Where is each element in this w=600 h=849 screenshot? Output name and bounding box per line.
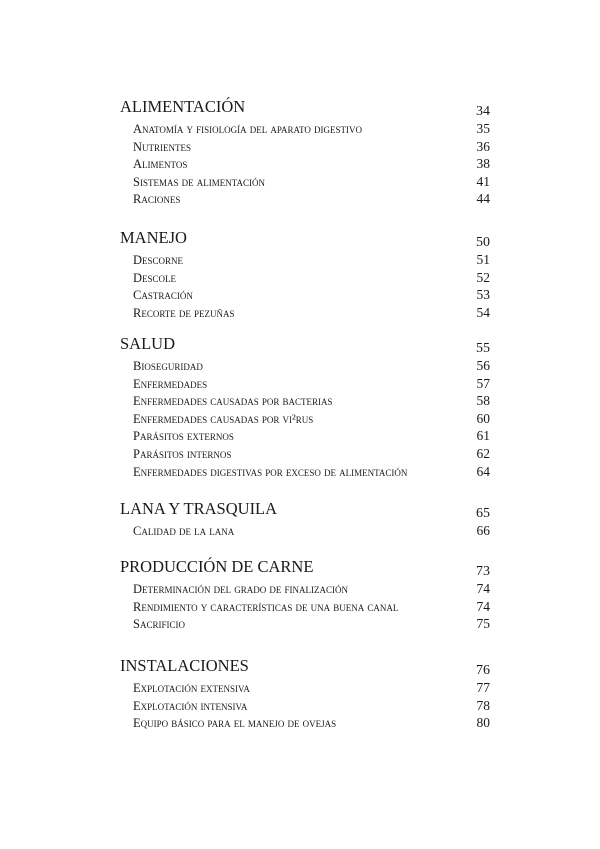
entry-page-number: 58 — [476, 393, 490, 409]
entry-page-number: 35 — [476, 121, 490, 136]
section-title: SALUD — [120, 334, 176, 353]
section-page-number: 34 — [476, 104, 490, 119]
entry-page-number: 57 — [476, 375, 490, 391]
entry-title: Rendimiento y características de una buena canal — [133, 599, 399, 614]
entry-title: Enfermedades digestivas por exceso de alimentación — [133, 464, 408, 479]
entry-page-number: 62 — [476, 445, 490, 461]
entry-title: Calidad de la lana — [133, 524, 235, 538]
toc-section — [120, 656, 490, 733]
section-heading — [120, 499, 490, 523]
entry-page-number: 80 — [476, 715, 490, 731]
toc-section — [120, 97, 490, 209]
entry-title: Explotación intensiva — [133, 698, 248, 713]
entry-title: Equipo básico para el manejo de ovejas — [133, 716, 337, 731]
toc-entry — [120, 270, 490, 288]
entry-page-number: 52 — [476, 269, 490, 285]
entry-page-number: 36 — [476, 138, 490, 154]
entry-title: Enfermedades causadas por bacterias — [133, 394, 333, 409]
toc-entry — [120, 680, 490, 698]
entry-title: Nutrientes — [133, 139, 192, 154]
entry-title: Raciones — [133, 192, 181, 207]
entry-page-number: 54 — [476, 304, 490, 320]
toc-entry — [120, 599, 490, 617]
toc-entry — [120, 174, 490, 192]
entry-page-number: 74 — [476, 598, 490, 614]
section-heading — [120, 334, 490, 358]
entry-title: Parásitos internos — [133, 446, 232, 461]
section-page-number: 76 — [476, 663, 490, 678]
entry-page-number: 41 — [476, 173, 490, 189]
toc-entry — [120, 305, 490, 323]
toc-entry — [120, 715, 490, 733]
entry-page-number: 77 — [476, 680, 490, 695]
section-title: ALIMENTACIÓN — [120, 97, 246, 116]
entry-title: Recorte de pezuñas — [133, 305, 235, 320]
entry-title: Explotación extensiva — [133, 681, 250, 695]
entry-page-number: 61 — [476, 428, 490, 444]
toc-entry — [120, 393, 490, 411]
entry-page-number: 66 — [476, 523, 490, 538]
section-heading — [120, 228, 490, 252]
section-page-number: 65 — [476, 506, 490, 521]
toc-section — [120, 228, 490, 322]
section-title: LANA Y TRASQUILA — [120, 499, 278, 518]
toc-entry — [120, 428, 490, 446]
entry-page-number: 53 — [476, 287, 490, 303]
entry-page-number: 78 — [476, 697, 490, 713]
entry-page-number: 51 — [476, 252, 490, 267]
toc-section — [120, 334, 490, 481]
entry-title: Enfermedades — [133, 376, 208, 391]
entry-page-number: 74 — [476, 581, 490, 596]
entry-page-number: 64 — [476, 463, 490, 479]
entry-page-number: 75 — [476, 616, 490, 632]
toc-entry — [120, 698, 490, 716]
toc-entry — [120, 616, 490, 634]
entry-title: Bioseguridad — [133, 359, 203, 373]
entry-title: Castración — [133, 288, 193, 303]
toc-entry — [120, 139, 490, 157]
toc-entry — [120, 523, 490, 541]
toc-section — [120, 557, 490, 634]
entry-title: Descorne — [133, 253, 184, 267]
section-heading — [120, 97, 490, 121]
entry-title: Enfermedades causadas por vi²rus — [133, 411, 314, 426]
toc-entry — [120, 191, 490, 209]
entry-page-number: 56 — [476, 358, 490, 373]
toc-entry — [120, 446, 490, 464]
entry-title: Parásitos externos — [133, 429, 234, 444]
toc-entry — [120, 156, 490, 174]
entry-title: Determinación del grado de finalización — [133, 582, 349, 596]
section-page-number: 50 — [476, 235, 490, 250]
section-page-number: 73 — [476, 564, 490, 579]
entry-title: Anatomía y fisiología del aparato digestivo — [133, 122, 362, 136]
entry-title: Alimentos — [133, 157, 188, 172]
entry-title: Descole — [133, 270, 177, 285]
entry-page-number: 38 — [476, 156, 490, 172]
section-heading — [120, 557, 490, 581]
entry-title: Sacrificio — [133, 617, 185, 632]
toc-entry — [120, 252, 490, 270]
toc-entry — [120, 376, 490, 394]
entry-title: Sistemas de alimentación — [133, 174, 265, 189]
section-title: INSTALACIONES — [120, 656, 249, 675]
toc-entry — [120, 358, 490, 376]
toc-entry — [120, 287, 490, 305]
toc-entry — [120, 464, 490, 482]
toc-entry — [120, 411, 490, 429]
section-title: MANEJO — [120, 228, 187, 247]
toc-entry — [120, 121, 490, 139]
section-title: PRODUCCIÓN DE CARNE — [120, 557, 314, 576]
toc-entry — [120, 581, 490, 599]
section-page-number: 55 — [476, 341, 490, 356]
toc-section — [120, 499, 490, 541]
section-heading — [120, 656, 490, 680]
entry-page-number: 44 — [476, 191, 490, 207]
entry-page-number: 60 — [476, 410, 490, 426]
